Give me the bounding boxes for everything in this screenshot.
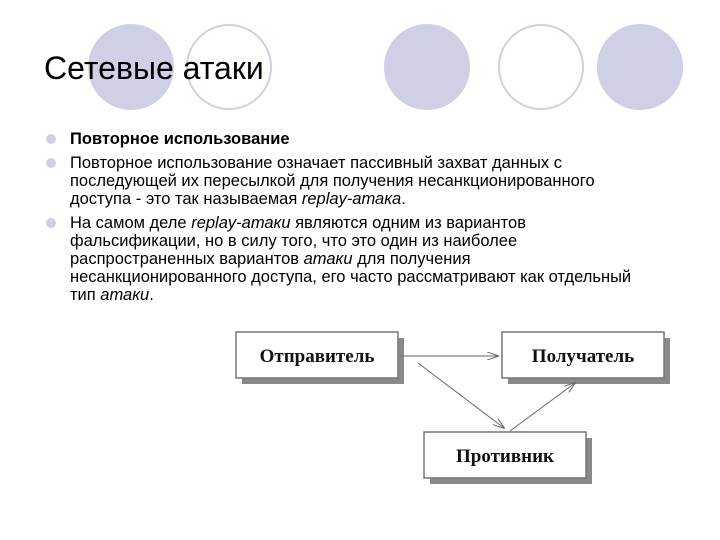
bullet-term: атаки (100, 286, 150, 304)
bullet-text: для получения несанкционированного доступа, его часто рассматривают как отдельный тип (70, 250, 632, 304)
bullet-term: атаки (303, 250, 353, 268)
arrow-sender-to-adversary (418, 363, 504, 428)
bullet-heading: Повторное использование (70, 130, 290, 148)
bullet-text: . (149, 286, 154, 304)
receiver-label: Получатель (531, 346, 635, 367)
bullet-dot-icon (46, 218, 56, 228)
bullet-text: являются одним из вариантов фальсификации, но в силу того, что это один из наиболее распространенных вариантов (70, 214, 526, 268)
bullet-term: replay-атака (301, 190, 402, 208)
adversary-label: Противник (456, 446, 554, 467)
bullet-item-3 (44, 214, 644, 304)
bullet-text: Повторное использование означает пассивный захват данных с последующей их пересылкой для получения несанкционированного доступа - это так называемая (70, 154, 595, 208)
arrow-adversary-to-receiver (510, 383, 575, 431)
sender-label: Отправитель (259, 346, 375, 367)
bullet-dot-icon (46, 134, 56, 144)
bullet-text: На самом деле (70, 214, 192, 232)
decor-circle-5 (597, 24, 683, 110)
slide-title: Сетевые атаки (44, 50, 264, 86)
decor-circle-3 (384, 24, 470, 110)
bullet-term: replay-атаки (191, 214, 291, 232)
bullet-list (44, 130, 644, 310)
bullet-item-2 (44, 154, 644, 208)
decor-circle-4 (498, 24, 584, 110)
bullet-text: . (401, 190, 406, 208)
bullet-dot-icon (46, 158, 56, 168)
attack-diagram (230, 325, 680, 495)
bullet-item-1 (44, 130, 644, 148)
